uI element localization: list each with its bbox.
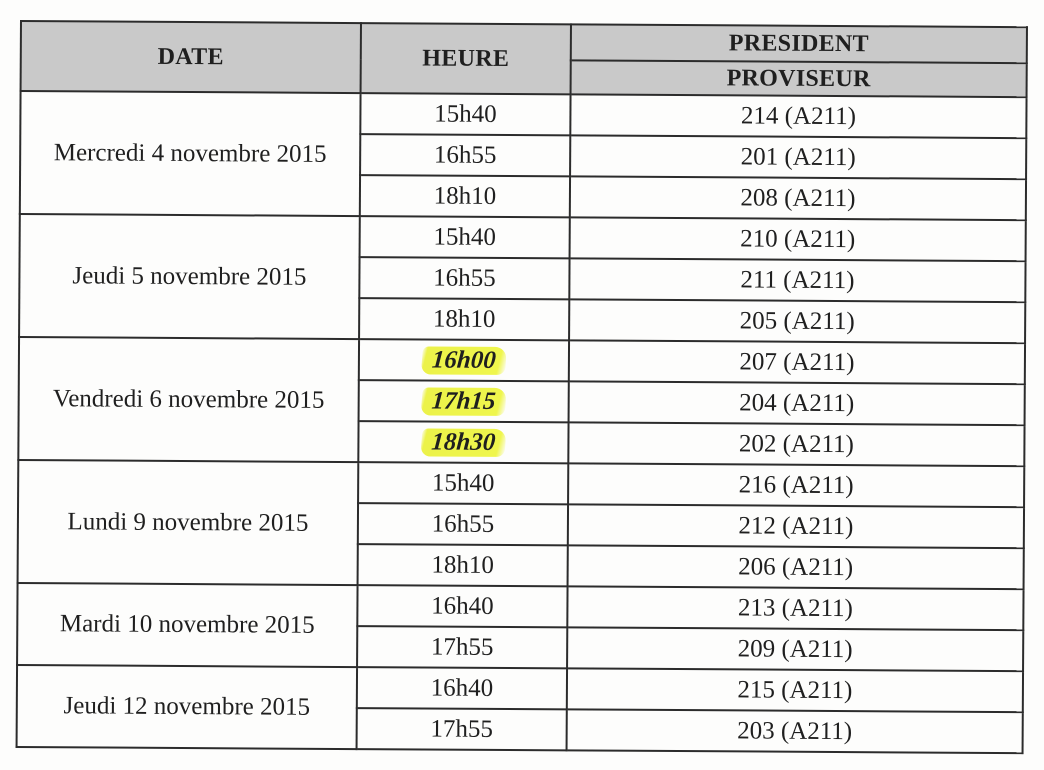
table-body bbox=[17, 91, 1027, 753]
salle-cell: 210 (A211) bbox=[570, 217, 1026, 261]
table-row bbox=[19, 337, 1025, 384]
table-row bbox=[20, 214, 1026, 261]
heure-cell: 18h10 bbox=[358, 544, 568, 586]
heure-cell: 18h10 bbox=[360, 175, 570, 217]
heure-cell: 16h40 bbox=[357, 667, 567, 709]
salle-cell: 212 (A211) bbox=[568, 504, 1024, 548]
heure-cell: 16h40 bbox=[357, 585, 567, 627]
highlighted-time: 16h00 bbox=[421, 346, 507, 375]
schedule-table bbox=[16, 20, 1028, 754]
salle-cell: 211 (A211) bbox=[569, 258, 1025, 302]
heure-cell bbox=[359, 380, 569, 422]
highlighted-time: 17h15 bbox=[421, 387, 507, 416]
date-cell: Mardi 10 novembre 2015 bbox=[17, 583, 357, 667]
heure-cell bbox=[359, 339, 569, 381]
salle-cell: 201 (A211) bbox=[570, 135, 1026, 179]
heure-cell: 17h55 bbox=[357, 626, 567, 668]
date-cell: Lundi 9 novembre 2015 bbox=[18, 460, 359, 585]
salle-cell: 215 (A211) bbox=[567, 668, 1023, 712]
table-header bbox=[21, 21, 1027, 97]
table-row bbox=[20, 91, 1026, 138]
date-cell: Mercredi 4 novembre 2015 bbox=[20, 91, 361, 216]
salle-cell: 204 (A211) bbox=[569, 381, 1025, 425]
date-cell: Jeudi 5 novembre 2015 bbox=[19, 214, 360, 339]
header-president: PRESIDENT bbox=[571, 24, 1027, 63]
heure-cell: 15h40 bbox=[360, 93, 570, 135]
salle-cell: 208 (A211) bbox=[570, 176, 1026, 220]
heure-cell: 18h10 bbox=[359, 298, 569, 340]
header-heure: HEURE bbox=[361, 23, 571, 94]
table-row bbox=[18, 460, 1024, 507]
salle-cell: 207 (A211) bbox=[569, 340, 1025, 384]
heure-cell: 17h55 bbox=[357, 708, 567, 750]
date-cell: Vendredi 6 novembre 2015 bbox=[18, 337, 359, 462]
table-row bbox=[17, 665, 1023, 712]
heure-cell: 15h40 bbox=[358, 462, 568, 504]
salle-cell: 214 (A211) bbox=[570, 94, 1026, 138]
salle-cell: 205 (A211) bbox=[569, 299, 1025, 343]
date-cell: Jeudi 12 novembre 2015 bbox=[17, 665, 357, 749]
salle-cell: 206 (A211) bbox=[568, 545, 1024, 589]
heure-cell: 16h55 bbox=[359, 257, 569, 299]
salle-cell: 213 (A211) bbox=[567, 586, 1023, 630]
salle-cell: 203 (A211) bbox=[567, 709, 1023, 753]
salle-cell: 209 (A211) bbox=[567, 627, 1023, 671]
table-row bbox=[17, 583, 1023, 630]
highlighted-time: 18h30 bbox=[420, 428, 506, 457]
heure-cell bbox=[358, 421, 568, 463]
salle-cell: 216 (A211) bbox=[568, 463, 1024, 507]
header-proviseur: PROVISEUR bbox=[571, 60, 1027, 97]
heure-cell: 15h40 bbox=[360, 216, 570, 258]
header-date: DATE bbox=[21, 21, 361, 93]
heure-cell: 16h55 bbox=[360, 134, 570, 176]
heure-cell: 16h55 bbox=[358, 503, 568, 545]
salle-cell: 202 (A211) bbox=[568, 422, 1024, 466]
